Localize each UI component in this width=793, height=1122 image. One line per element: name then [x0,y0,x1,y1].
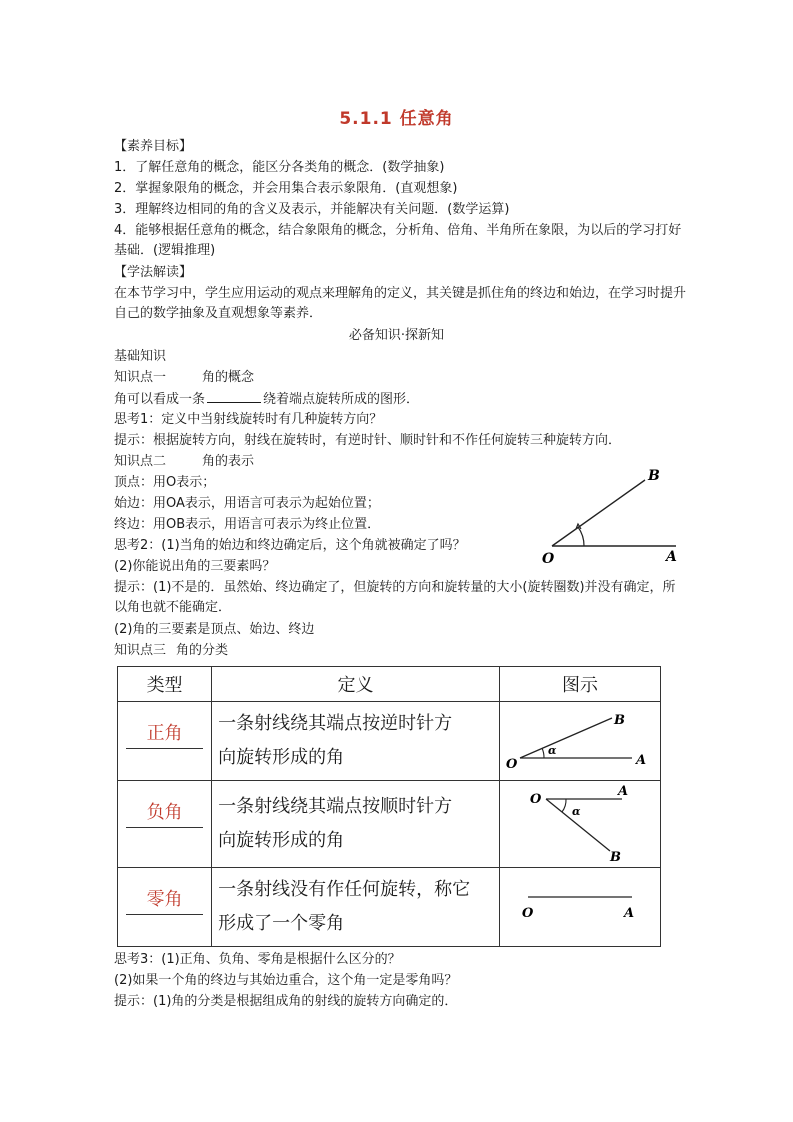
rotation-arc [578,527,584,546]
label-o: O [521,906,534,921]
think1-hint: 提示：根据旋转方向，射线在旋转时，有逆时针、顺时针和不作任何旋转三种旋转方向． [114,433,622,448]
goals-heading: 【素养目标】 [114,139,193,154]
kp3-name: 角的分类 [176,643,229,658]
think3-hint: 提示：(1)角的分类是根据组成角的射线的旋转方向确定的． [114,994,458,1009]
header-definition: 定义 [212,667,500,702]
goal-item-4: 4．能够根据任意角的概念，结合象限角的概念，分析角、倍角、半角所在象限，为以后的学习打好基础．(逻辑推理) [114,223,682,258]
type-answer: 零角 [126,886,203,915]
think3-question-2: (2)如果一个角的终边与其始边重合，这个角一定是零角吗？ [114,973,458,988]
think3-question-1: 思考3：(1)正角、负角、零角是根据什么区分的？ [114,952,401,967]
think2-question-2: (2)你能说出角的三要素吗？ [114,559,276,574]
kp3-heading [114,641,228,661]
label-a: A [623,906,635,921]
def-line-2: 向旋转形成的角 [218,830,345,851]
header-type: 类型 [118,667,212,702]
kp3-label: 知识点三 [114,643,167,658]
think2-hint-1: 提示：(1)不是的．虽然始、终边确定了，但旋转的方向和旋转量的大小(旋转圈数)并没有确定，所以角也就不能确定． [114,580,676,615]
def-line-1: 一条射线没有作任何旋转，称它 [218,879,471,900]
label-o: O [505,757,518,772]
negative-angle-figure [500,781,660,867]
type-cell [118,702,212,781]
ray-ob [520,718,612,758]
kp2-label: 知识点二 [114,454,167,469]
header-figure: 图示 [499,667,660,702]
def-line-1: 一条射线绕其端点按顺时针方 [218,796,453,817]
label-o: O [542,551,555,567]
type-cell [118,868,212,947]
kp1-def-after: 绕着端点旋转所成的图形． [263,392,420,407]
kp1-definition [114,389,419,410]
kp2-name: 角的表示 [202,454,255,469]
figure-cell [499,781,660,868]
section-title: 必备知识·探新知 [348,328,445,343]
kp1-label: 知识点一 [114,370,167,385]
kp1-name: 角的概念 [202,370,255,385]
label-o: O [529,792,542,807]
type-cell [118,781,212,868]
figure-cell [499,868,660,947]
def-line-2: 形成了一个零角 [218,913,345,934]
basic-knowledge-heading: 基础知识 [114,349,167,364]
method-text: 在本节学习中，学生应用运动的观点来理解角的定义，其关键是抓住角的终边和始边，在学习时提升自己的数学抽象及直观想象等素养． [114,286,687,321]
kp2-end-side: 终边：用OB表示，用语言可表示为终止位置． [114,517,381,532]
fill-blank [207,389,261,403]
think2-question-1: 思考2：(1)当角的始边和终边确定后，这个角就被确定了吗？ [114,538,466,553]
rotation-arc [542,748,544,758]
zero-angle-figure [500,873,660,941]
alpha-label: α [547,744,557,757]
kp2-heading [114,452,254,472]
table-row-zero [118,868,661,947]
think2-hint-2: (2)角的三要素是顶点、始边、终边 [114,622,315,637]
goal-item-3: 3．理解终边相同的角的含义及表示，并能解决有关问题．(数学运算) [114,202,510,217]
definition-cell [212,868,500,947]
method-heading: 【学法解读】 [114,265,193,280]
label-b: B [648,468,660,484]
rotation-arc [562,799,566,812]
def-line-2: 向旋转形成的角 [218,747,345,768]
positive-angle-figure [500,702,660,780]
table-header-row [118,667,661,702]
page-title: 5.1.1 任意角 [339,109,454,129]
table-row-positive [118,702,661,781]
kp1-def-before: 角可以看成一条 [114,392,206,407]
figure-cell [499,702,660,781]
alpha-label: α [571,805,581,818]
type-answer: 负角 [126,799,203,828]
def-line-1: 一条射线绕其端点按逆时针方 [218,713,453,734]
type-answer: 正角 [126,720,203,749]
table-row-negative [118,781,661,868]
kp2-start-side: 始边：用OA表示，用语言可表示为起始位置； [114,496,380,511]
angle-classification-table [117,666,661,947]
think1-question: 思考1：定义中当射线旋转时有几种旋转方向？ [114,412,383,427]
goal-item-1: 1．了解任意角的概念，能区分各类角的概念．(数学抽象) [114,160,445,175]
label-a: A [666,549,677,565]
kp2-vertex: 顶点：用O表示； [114,475,216,490]
ray-ob [552,480,645,546]
angle-figure [540,462,690,570]
label-b: B [609,850,621,865]
kp1-heading [114,368,254,388]
goal-item-2: 2．掌握象限角的概念，并会用集合表示象限角．(直观想象) [114,181,458,196]
label-b: B [613,713,625,728]
definition-cell [212,702,500,781]
definition-cell [212,781,500,868]
label-a: A [617,784,629,799]
label-a: A [635,753,647,768]
